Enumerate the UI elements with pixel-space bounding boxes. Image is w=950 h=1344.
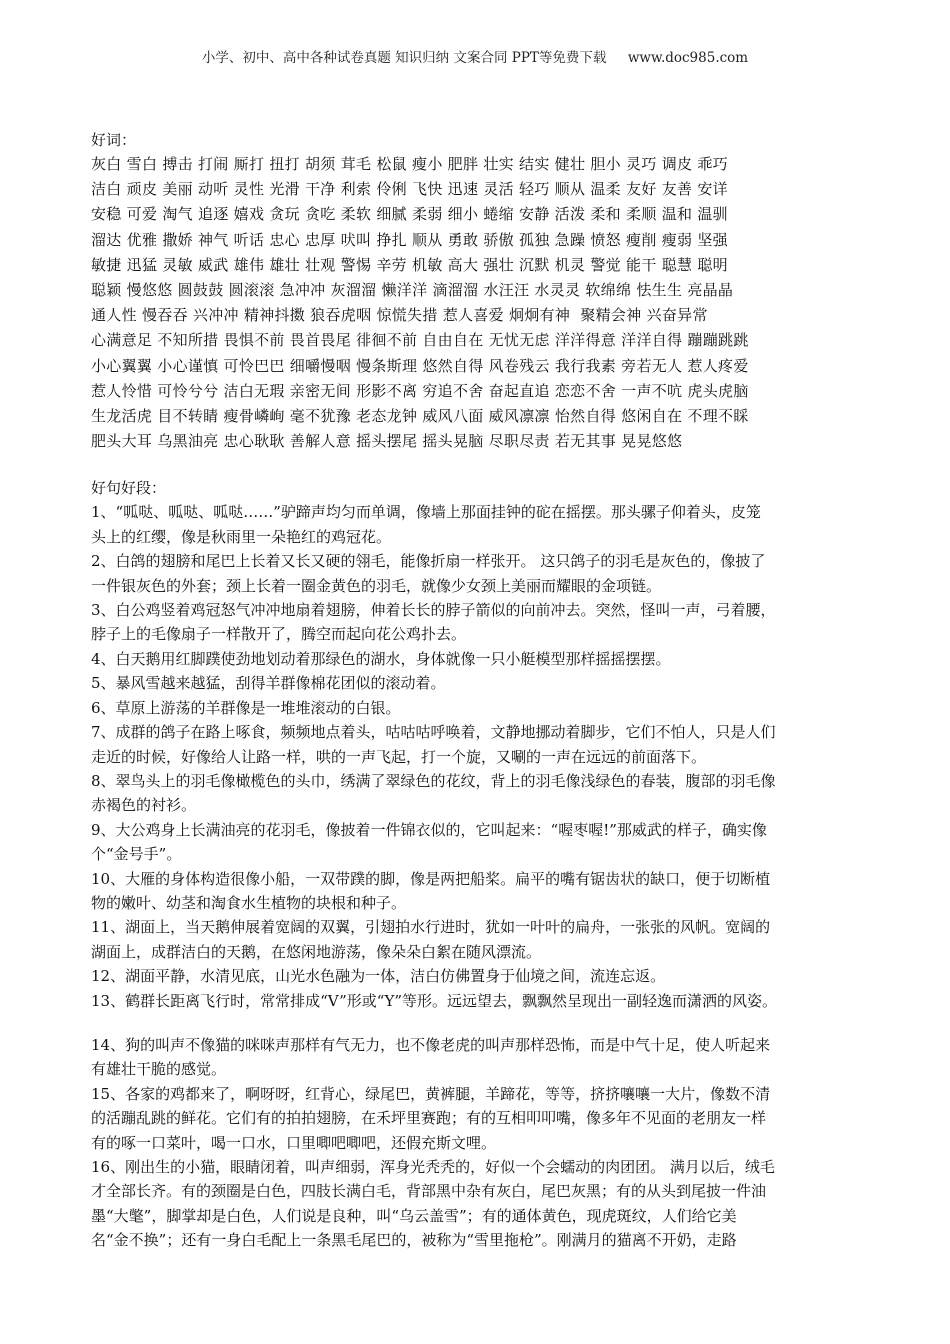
vocab-line: 通人性 慢吞吞 兴冲冲 精神抖擞 狼吞虎咽 惊慌失措 惹人喜爱 炯炯有神 聚精会神 兴奋异常 <box>91 306 708 325</box>
site-header: 小学、初中、高中各种试卷真题 知识归纳 文案合同 PPT等免费下载 www.doc985.com <box>201 50 749 66</box>
paragraph-line: 湖面上，成群洁白的天鹅，在悠闲地游荡，像朵朵白絮在随风漂流。 <box>91 942 542 961</box>
vocab-line: 安稳 可爱 淘气 追逐 嬉戏 贪玩 贪吃 柔软 细腻 柔弱 细小 蜷缩 安静 活泼 柔和 柔顺 温和 温驯 <box>91 205 728 224</box>
vocab-line: 惹人怜惜 可怜兮兮 洁白无瑕 亲密无间 形影不离 穷追不舍 奋起直追 恋恋不舍 一声不吭 虎头虎脑 <box>91 381 749 400</box>
vocab-line: 心满意足 不知所措 畏惧不前 畏首畏尾 徘徊不前 自由自在 无忧无虑 洋洋得意 洋洋自得 蹦蹦跳跳 <box>91 331 749 350</box>
paragraph-line: 12、湖面平静，水清见底，山光水色融为一体，洁白仿佛置身于仙境之间，流连忘返。 <box>91 967 666 986</box>
sentences-group-2 <box>91 1033 871 1253</box>
paragraph-line: 物的嫩叶、幼茎和淘食水生植物的块根和种子。 <box>91 893 407 912</box>
paragraph-line: 15、各家的鸡都来了，啊呀呀，红背心，绿尾巴，黄裤腿，羊蹄花，等等，挤挤嚷嚷一大片，像数不清 <box>91 1084 771 1103</box>
paragraph-line: 名“金不换”；还有一身白毛配上一条黑毛尾巴的，被称为“雪里拖枪”。刚满月的猫离不开奶，走路 <box>91 1231 737 1250</box>
paragraph-line: 赤褐色的衬衫。 <box>91 796 197 815</box>
paragraph-line: 4、白天鹅用红脚蹼使劲地划动着那绿色的湖水，身体就像一只小艇模型那样摇摇摆摆。 <box>91 649 671 668</box>
vocab-line: 洁白 顽皮 美丽 动听 灵性 光滑 干净 利索 伶俐 飞快 迅速 灵活 轻巧 顺从 温柔 友好 友善 安详 <box>91 180 728 199</box>
vocab-title: 好词： <box>91 131 137 149</box>
paragraph-line: 墨“大氅”，脚掌却是白色，人们说是良种，叫“乌云盖雪”；有的通体黄色，现虎斑纹，人们给它美 <box>91 1206 737 1225</box>
vocab-line: 灰白 雪白 搏击 打闹 厮打 扭打 胡须 茸毛 松鼠 瘦小 肥胖 壮实 结实 健壮 胆小 灵巧 调皮 乖巧 <box>91 155 728 173</box>
paragraph-line: 个“金号手”。 <box>91 845 182 864</box>
vocab-line: 聪颖 慢悠悠 圆鼓鼓 圆滚滚 急冲冲 灰溜溜 懒洋洋 滴溜溜 水汪汪 水灵灵 软绵绵 怯生生 亮晶晶 <box>91 281 734 300</box>
sentences-group-1 <box>91 500 871 1013</box>
paragraph-line: 走近的时候，好像给人让路一样，哄的一声飞起，打一个旋，又唰的一声在远远的前面落下。 <box>91 747 707 766</box>
paragraph-line: 10、大雁的身体构造很像小船，一双带蹼的脚，像是两把船桨。扁平的嘴有锯齿状的缺口，便于切断植 <box>91 869 771 888</box>
paragraph-line: 的活蹦乱跳的鲜花。它们有的拍拍翅膀，在禾坪里赛跑；有的互相叩叩嘴，像多年不见面的老朋友一样 <box>91 1109 767 1128</box>
paragraph-line: 3、白公鸡竖着鸡冠怒气冲冲地扇着翅膀，伸着长长的脖子箭似的向前冲去。突然，怪叫一声，弓着腰， <box>91 601 776 620</box>
paragraph-line: 14、狗的叫声不像猫的咪咪声那样有气无力，也不像老虎的叫声那样恐怖，而是中气十足，使人听起来 <box>91 1035 771 1054</box>
document-body <box>91 128 871 1253</box>
paragraph-line: 1、“呱哒、呱哒、呱哒……”驴蹄声均匀而单调，像墙上那面挂钟的砣在摇摆。那头骡子仰着头，皮笼 <box>91 503 761 522</box>
paragraph-line: 才全部长齐。有的颈圈是白色，四肢长满白毛，背部黑中杂有灰白，尾巴灰黑；有的从头到尾披一件油 <box>91 1182 767 1201</box>
vocab-line: 肥头大耳 乌黑油亮 忠心耿耿 善解人意 摇头摆尾 摇头晃脑 尽职尽责 若无其事 晃晃悠悠 <box>91 432 683 451</box>
vocab-line: 溜达 优雅 撒娇 神气 听话 忠心 忠厚 吠叫 挣扎 顺从 勇敢 骄傲 孤独 急躁 愤怒 瘦削 瘦弱 坚强 <box>91 230 728 249</box>
sentences-title: 好句好段： <box>91 479 167 498</box>
paragraph-line: 2、白鸽的翅膀和尾巴上长着又长又硬的翎毛，能像折扇一样张开。 这只鸽子的羽毛是灰色的，像披了 <box>91 552 766 571</box>
paragraph-line: 有雄壮干脆的感觉。 <box>91 1060 227 1079</box>
vocab-list <box>91 152 871 454</box>
paragraph-line: 11、湖面上，当天鹅伸展着宽阔的双翼，引翅拍水行进时，犹如一叶叶的扁舟，一张张的风帆。宽阔的 <box>91 918 771 937</box>
paragraph-line: 有的啄一口菜叶，喝一口水，口里唧吧唧吧，还假充斯文哩。 <box>91 1133 497 1152</box>
paragraph-line: 一件银灰色的外套；颈上长着一圈金黄色的羽毛，就像少女颈上美丽而耀眼的金项链。 <box>91 576 662 595</box>
vocab-line: 小心翼翼 小心谨慎 可怜巴巴 细嚼慢咽 慢条斯理 悠然自得 风卷残云 我行我素 旁若无人 惹人疼爱 <box>91 356 749 375</box>
paragraph-line: 9、大公鸡身上长满油亮的花羽毛，像披着一件锦衣似的，它叫起来：“喔枣喔!”那威武的样子，确实像 <box>91 820 767 839</box>
paragraph-line: 13、鹤群长距离飞行时，常常排成“V”形或“Y”等形。远远望去，飘飘然呈现出一副轻逸而潇洒的风姿。 <box>91 991 778 1010</box>
paragraph-line: 脖子上的毛像扇子一样散开了，腾空而起向花公鸡扑去。 <box>91 625 467 644</box>
paragraph-line: 6、草原上游荡的羊群像是一堆堆滚动的白银。 <box>91 698 401 717</box>
vocab-line: 敏捷 迅猛 灵敏 威武 雄伟 雄壮 壮观 警惕 辛劳 机敏 高大 强壮 沉默 机灵 警觉 能干 聪慧 聪明 <box>91 255 728 274</box>
paragraph-line: 7、成群的鸽子在路上啄食，频频地点着头，咕咕咕呼唤着，文静地挪动着脚步，它们不怕人，只是人们 <box>91 723 776 742</box>
paragraph-line: 5、暴风雪越来越猛，刮得羊群像棉花团似的滚动着。 <box>91 674 446 693</box>
paragraph-line: 头上的红缨，像是秋雨里一朵艳红的鸡冠花。 <box>91 527 392 546</box>
paragraph-line: 16、刚出生的小猫，眼睛闭着，叫声细弱，浑身光秃秃的，好似一个会蠕动的肉团团。 满月以后，绒毛 <box>91 1158 775 1176</box>
vocab-line: 生龙活虎 目不转睛 瘦骨嶙峋 毫不犹豫 老态龙钟 威风八面 威风凛凛 怡然自得 悠闲自在 不理不睬 <box>91 407 749 426</box>
paragraph-line: 8、翠鸟头上的羽毛像橄榄色的头巾，绣满了翠绿色的花纹，背上的羽毛像浅绿色的春装，腹部的羽毛像 <box>91 771 776 790</box>
